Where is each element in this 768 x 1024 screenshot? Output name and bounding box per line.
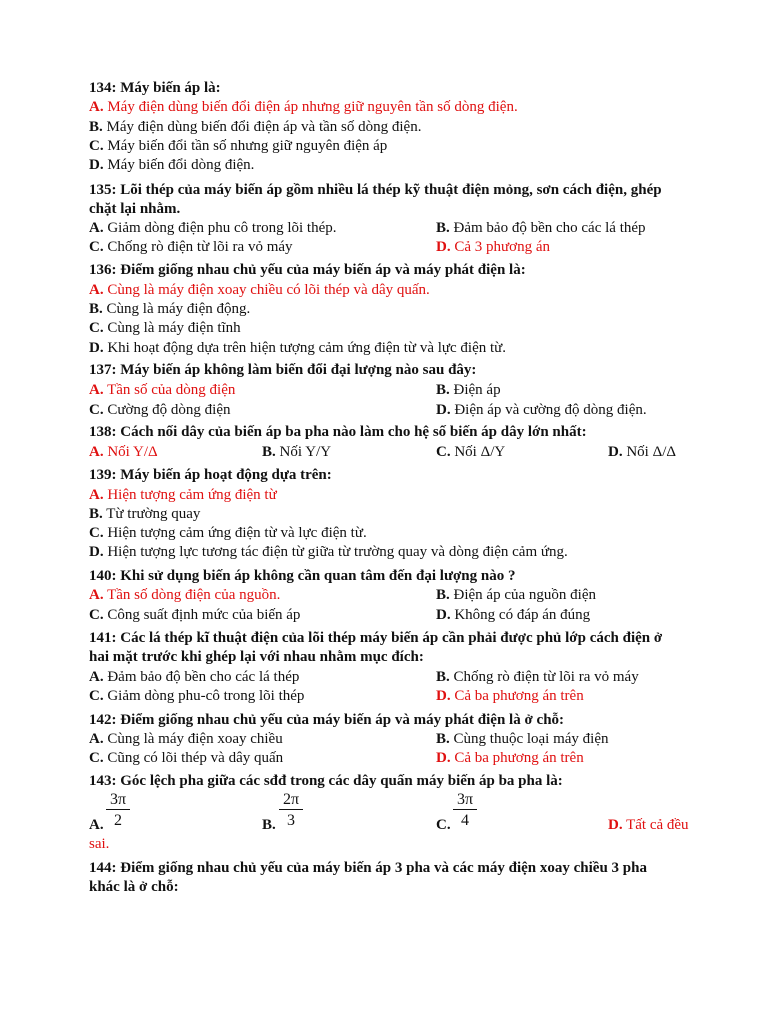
fraction-denominator: 4 — [453, 809, 477, 830]
fraction-numerator: 2π — [282, 791, 300, 808]
question-144-title-line2: khác là ở chỗ: — [89, 879, 179, 895]
q143-option-d-continuation: sai. — [89, 836, 110, 852]
q135-option-b: B. Đảm bảo độ bền cho các lá thép — [436, 220, 646, 236]
question-141-title-line1: 141: Các lá thép kĩ thuật điện của lõi thép máy biến áp cần phải được phủ lớp cách điện ở — [89, 630, 663, 646]
question-143-title: 143: Góc lệch pha giữa các sđđ trong các dây quấn máy biến áp ba pha là: — [89, 773, 563, 789]
q139-option-c: C. Hiện tượng cảm ứng điện từ và lực điện từ. — [89, 525, 367, 541]
question-134-title: 134: Máy biến áp là: — [89, 80, 221, 96]
q135-option-d: D. Cả 3 phương án — [436, 239, 550, 255]
q143-option-c-label: C. — [436, 817, 451, 833]
question-138-title: 138: Cách nối dây của biến áp ba pha nào làm cho hệ số biến áp dây lớn nhất: — [89, 424, 587, 440]
q143-option-b-label: B. — [262, 817, 276, 833]
q137-option-b: B. Điện áp — [436, 382, 501, 398]
q134-option-b: B. Máy điện dùng biến đổi điện áp và tần số dòng điện. — [89, 119, 422, 135]
question-142-title: 142: Điểm giống nhau chủ yếu của máy biến áp và máy phát điện là ở chỗ: — [89, 712, 565, 728]
q138-option-d: D. Nối Δ/Δ — [608, 444, 677, 460]
q136-option-a: A. Cùng là máy điện xoay chiều có lõi thép và dây quấn. — [89, 282, 430, 298]
q142-option-c: C. Cũng có lõi thép và dây quấn — [89, 750, 284, 766]
q137-option-a: A. Tần số của dòng điện — [89, 382, 236, 398]
q141-option-a: A. Đảm bảo độ bền cho các lá thép — [89, 669, 300, 685]
q142-option-d: D. Cả ba phương án trên — [436, 750, 584, 766]
q142-option-a: A. Cùng là máy điện xoay chiều — [89, 731, 283, 747]
q134-option-c: C. Máy biến đổi tần số nhưng giữ nguyên điện áp — [89, 138, 388, 154]
q135-option-a: A. Giảm dòng điện phu cô trong lõi thép. — [89, 220, 337, 236]
q140-option-c: C. Công suất định mức của biến áp — [89, 607, 301, 623]
fraction-numerator: 3π — [109, 791, 127, 808]
q141-option-c: C. Giảm dòng phu-cô trong lõi thép — [89, 688, 305, 704]
q138-option-b: B. Nối Y/Y — [262, 444, 332, 460]
q143-option-c-fraction — [453, 791, 477, 830]
q138-option-c: C. Nối Δ/Y — [436, 444, 506, 460]
q140-option-a: A. Tần số dòng điện của nguồn. — [89, 587, 281, 603]
q141-option-d: D. Cả ba phương án trên — [436, 688, 584, 704]
q143-option-a-fraction — [106, 791, 130, 830]
q134-option-d: D. Máy biến đổi dòng điện. — [89, 157, 255, 173]
question-135-title-line2: chặt lại nhằm. — [89, 201, 181, 217]
q141-option-b: B. Chống rò điện từ lõi ra vỏ máy — [436, 669, 639, 685]
q143-option-d: D. Tất cả đều — [608, 817, 689, 833]
q143-option-a-label: A. — [89, 817, 104, 833]
q139-option-b: B. Từ trường quay — [89, 506, 201, 522]
fraction-denominator: 2 — [106, 809, 130, 830]
q139-option-d: D. Hiện tượng lực tương tác điện từ giữa từ trường quay và dòng điện cảm ứng. — [89, 544, 568, 560]
question-141-title-line2: hai mặt trước khi ghép lại với nhau nhằm mục đích: — [89, 649, 424, 665]
fraction-denominator: 3 — [279, 809, 303, 830]
q142-option-b: B. Cùng thuộc loại máy điện — [436, 731, 609, 747]
q140-option-b: B. Điện áp của nguồn điện — [436, 587, 596, 603]
q137-option-c: C. Cường độ dòng điện — [89, 402, 231, 418]
question-139-title: 139: Máy biến áp hoạt động dựa trên: — [89, 467, 332, 483]
q135-option-c: C. Chống rò điện từ lõi ra vỏ máy — [89, 239, 293, 255]
q138-option-a: A. Nối Y/Δ — [89, 444, 158, 460]
q136-option-b: B. Cùng là máy điện động. — [89, 301, 251, 317]
q143-option-b-fraction — [279, 791, 303, 830]
q136-option-d: D. Khi hoạt động dựa trên hiện tượng cảm ứng điện từ và lực điện từ. — [89, 340, 507, 356]
fraction-numerator: 3π — [456, 791, 474, 808]
question-137-title: 137: Máy biến áp không làm biến đổi đại lượng nào sau đây: — [89, 362, 477, 378]
question-136-title: 136: Điểm giống nhau chủ yếu của máy biến áp và máy phát điện là: — [89, 262, 526, 278]
question-144-title-line1: 144: Điểm giống nhau chủ yếu của máy biến áp 3 pha và các máy điện xoay chiều 3 pha — [89, 860, 647, 876]
q139-option-a: A. Hiện tượng cảm ứng điện từ — [89, 487, 277, 503]
q136-option-c: C. Cùng là máy điện tĩnh — [89, 320, 241, 336]
question-135-title-line1: 135: Lõi thép của máy biến áp gồm nhiều lá thép kỹ thuật điện mỏng, sơn cách điện, ghép — [89, 182, 662, 198]
q134-option-a: A. Máy điện dùng biến đổi điện áp nhưng giữ nguyên tần số dòng điện. — [89, 99, 518, 115]
q140-option-d: D. Không có đáp án đúng — [436, 607, 591, 623]
q137-option-d: D. Điện áp và cường độ dòng điện. — [436, 402, 647, 418]
question-140-title: 140: Khi sử dụng biến áp không cần quan tâm đến đại lượng nào ? — [89, 568, 516, 584]
